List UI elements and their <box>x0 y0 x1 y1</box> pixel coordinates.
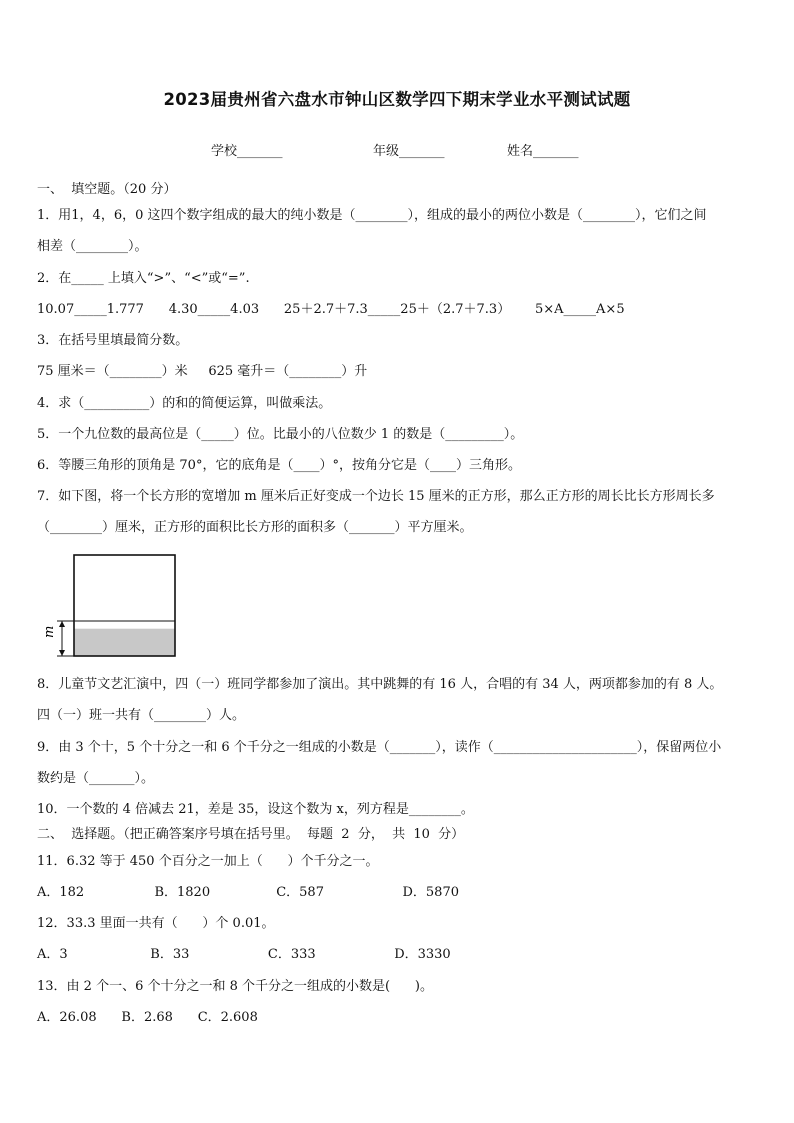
section-heading-fill: 一、 填空题。（20 分） <box>37 182 177 197</box>
arrow-top-icon <box>59 621 65 627</box>
question-3: 3．在括号里填最简分数。 <box>37 333 189 348</box>
question-9-line-2: 数约是（_______）。 <box>37 771 155 786</box>
question-11-options: A．182 B．1820 C．587 D．5870 <box>37 885 459 900</box>
m-label: m <box>42 625 57 638</box>
question-11: 11．6.32 等于 450 个百分之一加上（ ）个千分之一。 <box>37 854 379 869</box>
question-9-line-1: 9．由 3 个十，5 个十分之一和 6 个千分之一组成的小数是（_______），读作（______________________），保留两位小 <box>37 740 722 755</box>
question-2-items: 10.07_____1.777 4.30_____4.03 25＋2.7＋7.3_____25＋（2.7＋7.3） 5×A_____A×5 <box>37 302 625 317</box>
question-10: 10．一个数的 4 倍减去 21，差是 35，设这个数为 x，列方程是________。 <box>37 802 474 817</box>
question-12: 12．33.3 里面一共有（ ）个 0.01。 <box>37 916 275 931</box>
exam-title: 2023届贵州省六盘水市钟山区数学四下期末学业水平测试试题 <box>163 90 631 109</box>
question-13-options: A．26.08 B．2.68 C．2.608 <box>37 1010 258 1025</box>
grade-field: 年级_______ <box>373 144 445 159</box>
rectangle-figure <box>40 548 180 660</box>
question-3-items: 75 厘米＝（________）米 625 毫升＝（________）升 <box>37 364 368 379</box>
question-12-options: A．3 B．33 C．333 D．3330 <box>37 947 451 962</box>
question-13: 13．由 2 个一、6 个十分之一和 8 个千分之一组成的小数是( )。 <box>37 979 433 994</box>
question-6: 6．等腰三角形的顶角是 70°，它的底角是（____）°，按角分它是（____）三角形。 <box>37 458 521 473</box>
section-heading-choice: 二、 选择题。（把正确答案序号填在括号里。 每题 2 分， 共 10 分） <box>37 827 465 842</box>
question-2: 2．在_____ 上填入“>”、“<”或“=”. <box>37 271 250 286</box>
question-4: 4．求（__________）的和的简便运算，叫做乘法。 <box>37 396 332 411</box>
question-1-line-1: 1．用1，4，6，0 这四个数字组成的最大的纯小数是（________），组成的最小的两位小数是（________），它们之间 <box>37 208 707 223</box>
question-7-line-1: 7．如下图，将一个长方形的宽增加 m 厘米后正好变成一个边长 15 厘米的正方形，那么正方形的周长比长方形周长多 <box>37 489 715 504</box>
question-8-line-1: 8．儿童节文艺汇演中，四（一）班同学都参加了演出。其中跳舞的有 16 人，合唱的有 34 人，两项都参加的有 8 人。 <box>37 677 723 692</box>
name-field: 姓名_______ <box>507 144 579 159</box>
question-7-line-2: （________）厘米，正方形的面积比长方形的面积多（_______）平方厘米。 <box>37 520 473 535</box>
question-5: 5．一个九位数的最高位是（_____）位。比最小的八位数少 1 的数是（_________）。 <box>37 427 524 442</box>
arrow-bottom-icon <box>59 650 65 656</box>
school-field: 学校_______ <box>211 144 283 159</box>
question-1-line-2: 相差（________）。 <box>37 239 148 254</box>
added-width-area <box>74 629 175 656</box>
question-8-line-2: 四（一）班一共有（________）人。 <box>37 708 246 723</box>
